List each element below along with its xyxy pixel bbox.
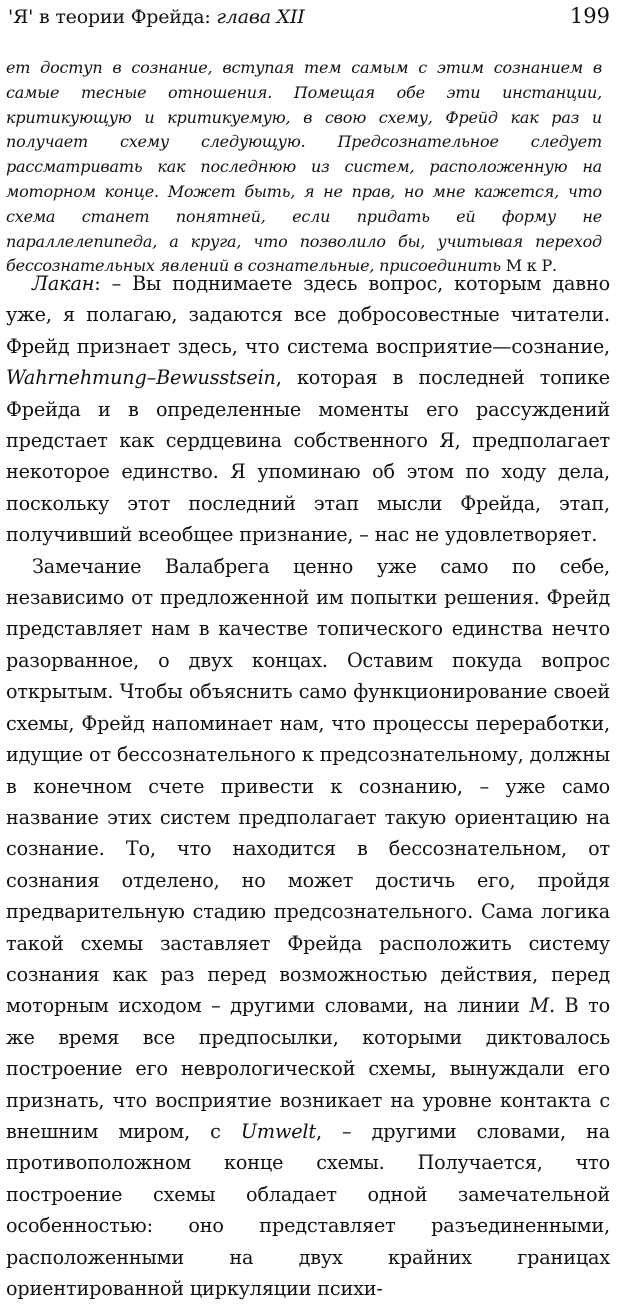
german-term: Wahrnehmung–Bewusstsein bbox=[6, 366, 276, 390]
quoted-passage-text: ет доступ в сознание, вступая тем самым с этим сознанием в самые тесные отношения. Помещая обе эти инстанции, критикующую и критикуемую, в свою схему, Фрейд как раз и получает схему следующую. Предсознательное следует рассматривать как последнюю из систем, расположенную на моторном конце. Может быть, я не прав, но мне кажется, что схема станет понятней, если придать ей форму не параллелепипеда, а круга, что позволило бы, учитывая переход бессознательных явлений в сознательные, присоединить bbox=[6, 58, 602, 276]
speaker-name: Лакан bbox=[32, 272, 95, 295]
running-title-prefix: 'Я' в теории Фрейда: bbox=[8, 6, 211, 28]
page-header bbox=[8, 6, 610, 36]
paragraph-text: , – другими словами, на противоположном конце схемы. Получается, что построение схемы обладает одной замечательной особенностью: оно представляет разъединенными, расположенными на двух крайних границах ориентированной циркуляции психи- bbox=[6, 1119, 610, 1300]
umwelt-term: Umwelt bbox=[240, 1119, 316, 1143]
paragraph-valabrega bbox=[6, 551, 610, 1304]
quoted-passage-tail: М к Р. bbox=[505, 256, 557, 276]
quoted-passage bbox=[6, 56, 602, 279]
running-title-chapter: глава XII bbox=[216, 6, 305, 28]
paragraph-lacan bbox=[6, 268, 610, 551]
page-number: 199 bbox=[569, 4, 610, 28]
paragraph-text: : – Вы поднимаете здесь вопрос, которым давно уже, я полагаю, задаются все добросовестные читатели. Фрейд признает здесь, что система восприятие—сознание, bbox=[6, 272, 610, 358]
paragraph-text: Замечание Валабрега ценно уже само по себе, независимо от предложенной им попытки решения. Фрейд представляет нам в качестве топического единства нечто разорванное, о двух концах. Оставим покуда вопрос открытым. Чтобы объяснить само функционирование своей схемы, Фрейд напоминает нам, что процессы переработки, идущие от бессознательного к предсознательному, должны в конечном счете привести к сознанию, – уже само название этих систем предполагает такую ориентацию на сознание. То, что находится в бессознательном, от сознания отделено, но может достичь его, пройдя предварительную стадию предсознательного. Сама логика такой схемы заставляет Фрейда расположить систему сознания как раз перед возможностью действия, перед моторным исходом – другими словами, на линии bbox=[6, 554, 610, 1018]
running-title bbox=[8, 6, 305, 28]
paragraph-text: , которая в последней топике Фрейда и в определенные моменты его рассуждений предстает как сердцевина собственного Я, предполагает некоторое единство. Я упоминаю об этом по ходу дела, поскольку этот последний этап мысли Фрейда, этап, получивший всеобщее признание, – нас не удовлетворяет. bbox=[6, 366, 610, 547]
paragraph-text: . В то же время все предпосылки, которыми диктовалось построение его неврологической схемы, вынуждали его признать, что восприятие возникает на уровне контакта с внешним миром, с bbox=[6, 994, 610, 1143]
line-letter: М bbox=[529, 994, 549, 1018]
